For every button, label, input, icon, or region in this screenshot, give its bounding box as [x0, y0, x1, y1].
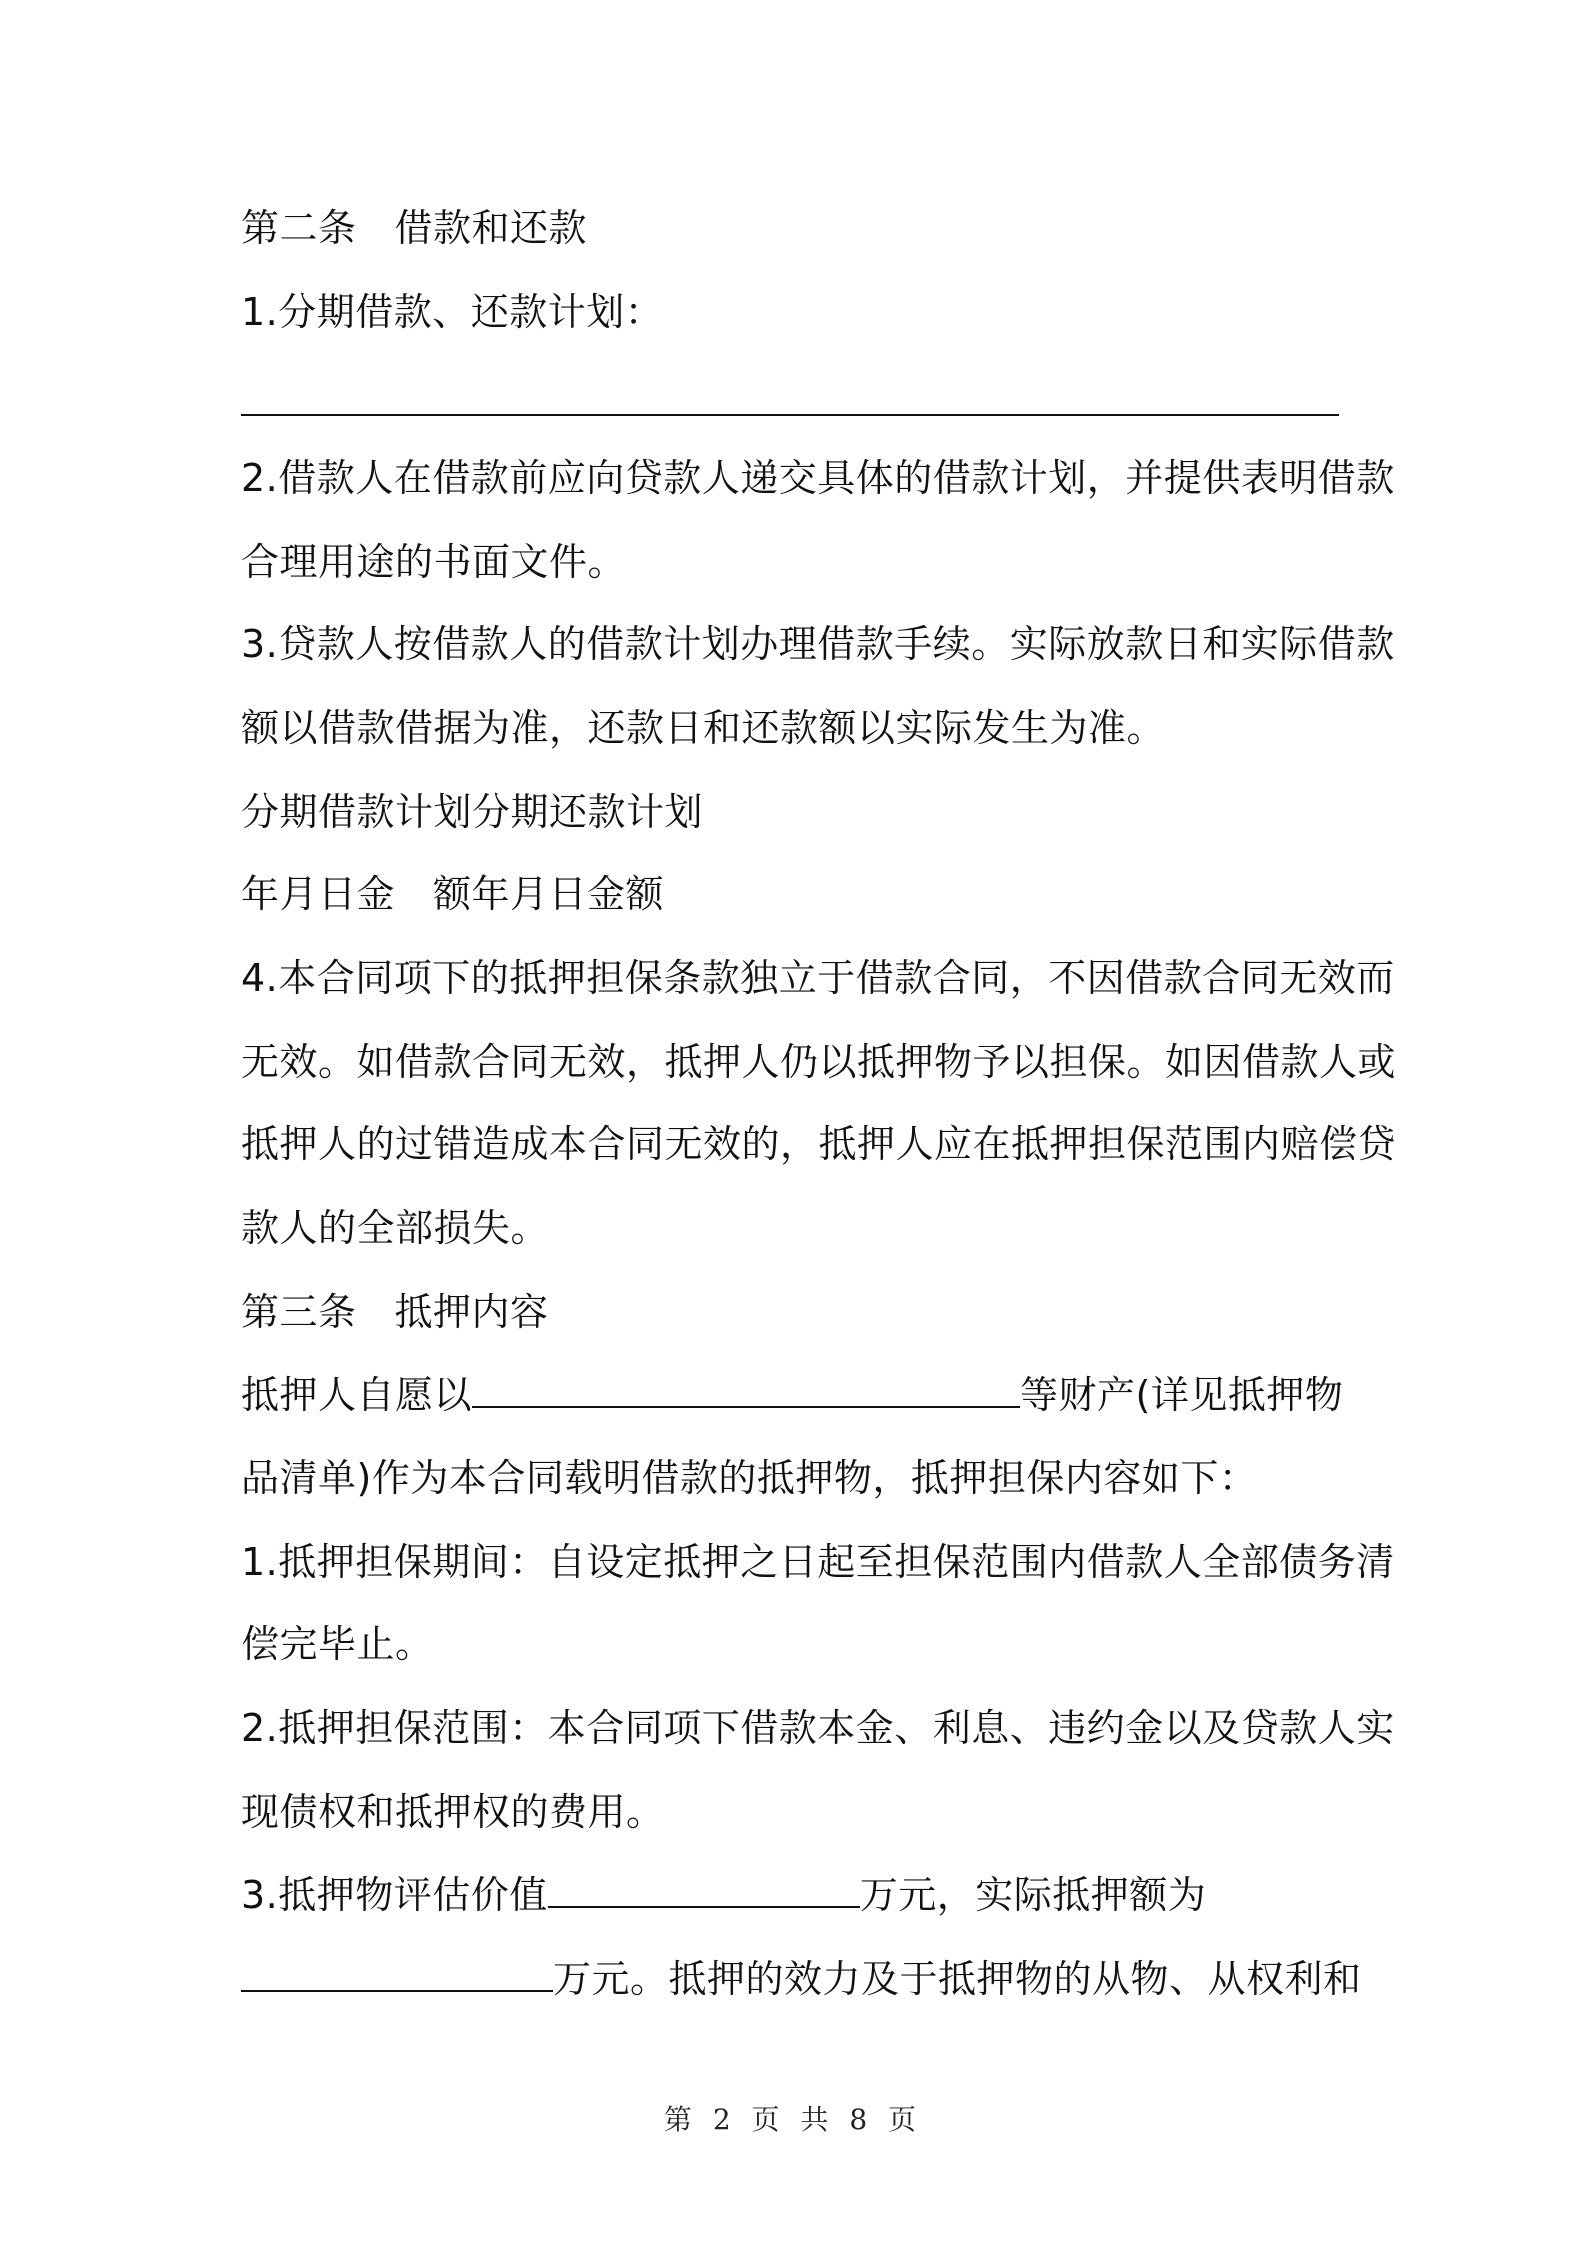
text-line: 偿完毕止。 — [241, 1622, 434, 1666]
text-line: 款人的全部损失。 — [241, 1206, 550, 1250]
fill-in-blank-line — [472, 1368, 1020, 1408]
article-number: 第二条 — [241, 206, 357, 250]
text-line: 品清单)作为本合同载明借款的抵押物，抵押担保内容如下： — [241, 1456, 1258, 1500]
text-line: 抵押人的过错造成本合同无效的，抵押人应在抵押担保范围内赔偿贷 — [241, 1122, 1397, 1166]
article-3-heading — [241, 1286, 549, 1338]
text-fragment: 万元，实际抵押额为 — [859, 1873, 1207, 1917]
text-line — [241, 1868, 1206, 1921]
text-fragment: 年月日金 — [241, 872, 396, 916]
text-line: 4.本合同项下的抵押担保条款独立于借款合同，不因借款合同无效而 — [241, 956, 1395, 1000]
text-line: 1.抵押担保期间：自设定抵押之日起至担保范围内借款人全部债务清 — [241, 1540, 1395, 1584]
text-line — [241, 868, 664, 920]
text-line: 额以借款借据为准，还款日和还款额以实际发生为准。 — [241, 706, 1166, 750]
text-line: 合理用途的书面文件。 — [241, 540, 627, 584]
fill-in-blank-line — [241, 414, 1339, 416]
text-line: 2.抵押担保范围：本合同项下借款本金、利息、违约金以及贷款人实 — [241, 1706, 1395, 1750]
article-number: 第三条 — [241, 1290, 357, 1334]
text-fragment: 额年月日金额 — [433, 872, 665, 916]
text-fragment: 万元。抵押的效力及于抵押物的从物、从权利和 — [553, 1957, 1362, 2001]
article-title: 借款和还款 — [394, 206, 588, 250]
text-fragment: 3.抵押物评估价值 — [241, 1873, 548, 1917]
text-line: 1.分期借款、还款计划： — [241, 290, 664, 334]
text-line — [241, 1368, 1343, 1421]
page-number-footer: 第 2 页 共 8 页 — [663, 2103, 923, 2136]
article-2-heading — [241, 202, 587, 254]
fill-in-blank-line — [241, 1952, 553, 1992]
text-line: 分期借款计划分期还款计划 — [241, 790, 704, 834]
text-line — [241, 1952, 1362, 2005]
text-line: 2.借款人在借款前应向贷款人递交具体的借款计划，并提供表明借款 — [241, 456, 1395, 500]
text-fragment: 等财产(详见抵押物 — [1020, 1373, 1344, 1417]
text-line: 现债权和抵押权的费用。 — [241, 1790, 665, 1834]
article-title: 抵押内容 — [394, 1290, 549, 1334]
text-line: 3.贷款人按借款人的借款计划办理借款手续。实际放款日和实际借款 — [241, 622, 1395, 666]
text-fragment: 抵押人自愿以 — [241, 1373, 473, 1417]
fill-in-blank-line — [548, 1868, 860, 1908]
text-line: 无效。如借款合同无效，抵押人仍以抵押物予以担保。如因借款人或 — [241, 1040, 1397, 1084]
